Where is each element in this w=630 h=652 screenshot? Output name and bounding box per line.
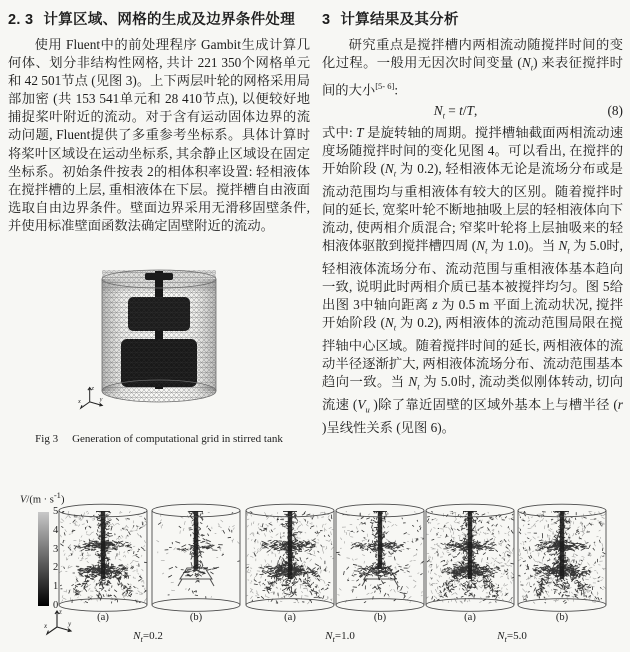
section-heading-3 <box>322 12 623 29</box>
svg-text:y: y <box>68 620 72 628</box>
velocity-vector-panel <box>423 502 517 612</box>
panel-label: (b) <box>555 612 569 623</box>
figure-3 <box>8 265 310 445</box>
axis-triad-icon <box>78 383 105 410</box>
right-paragraph-2: 式中: T 是旋转轴的周期。搅拌槽轴截面两相流动速度场随搅拌时间的变化见图 4。可以看出, 在搅拌的开始阶段 ($N_t$ 为 0.2), 轻相液体无论是流场分布或是流动范围均与重相液体有较大的区别。随着搅拌时间的延长, 宽桨叶轮不断地抽吸上层的轻相液体向下流动, 使两相介质混合; 窄桨叶轮将上层抽吸来的轻相液体驱散到搅拌槽四周 ($N_t$ 为 1.0)。当 $N_t$ 为 5.0时, 轻相液体流场分布、流动范围与重相液体基本趋向一致, 说明此时两相介质已基本被搅拌均匀。图 5给出图 3中轴向距离 z 为 0.5 m 平面上流动状况, 搅拌开始阶段 ($N_t$ 为 0.2), 两相液体的流动范围局限在搅拌轴中心区域。随着搅拌时间的延长, 两相液体的流动半径逐渐扩大, 两相液体流场分布、流动范围基本趋向一致。当 $N_t$ 为 5.0时, 流动类似刚体转动, 切向流速 ($V_u$ )除了靠近固壁的区域外基本上与槽半径 (r )呈线性关系 (见图 6)。 <box>322 125 623 435</box>
colorbar-tick: 2 <box>53 562 59 574</box>
svg-text:z: z <box>91 385 94 393</box>
right-column <box>322 12 623 437</box>
figure-3-caption <box>8 433 310 445</box>
section-title: 计算区域、网格的生成及边界条件处理 <box>43 12 295 28</box>
section-heading-2-3 <box>8 12 310 29</box>
section-number: 3 <box>322 12 331 28</box>
velocity-vector-panel <box>333 502 427 612</box>
group-label-nt: $N_t=1.0$ <box>325 630 355 645</box>
colorbar-tick: 0 <box>53 600 59 611</box>
panel-label: (b) <box>373 612 387 623</box>
velocity-vector-panel <box>515 502 609 612</box>
group-label-nt: $N_t=0.2$ <box>133 630 163 645</box>
section-title: 计算结果及其分析 <box>340 12 459 28</box>
figure-3-caption-text: Generation of computational grid in stirred tank <box>72 433 283 446</box>
colorbar-tick: 4 <box>53 524 59 536</box>
svg-text:y: y <box>99 396 103 404</box>
panel-label: (b) <box>189 612 203 623</box>
axis-triad-anchor <box>78 383 105 415</box>
svg-text:x: x <box>78 397 81 405</box>
equation-number: (8) <box>607 103 623 119</box>
panel-label: (a) <box>464 612 476 623</box>
colorbar <box>38 512 49 606</box>
colorbar-tick: 3 <box>53 543 59 555</box>
left-paragraph: 使用 Fluent中的前处理程序 Gambit生成计算几何体、划分非结构性网格, 共计 221 350个网格单元和 42 501节点 (见图 3)。上下两层叶轮的网格采用局部加密 (共 153 541单元和 28 410节点), 以便较好地捕捉桨叶附近的流动。对于含有运动固体边界的流动问题, Fluent提供了多重参考坐标系。具体计算时将桨叶区域设在运动坐标系, 其余静止区域设在固定坐标系。初始条件按表 2的相体积率设置: 轻相液体在搅拌槽的上层, 重相液体在下层。搅拌槽自由液面选取自由边界条件。壁面边界采用无滑移固壁条件, 并使用标准壁面函数法确定固壁附近的流动。 <box>8 37 310 233</box>
group-label-nt: $N_t=5.0$ <box>497 630 527 645</box>
equation-8 <box>322 103 623 121</box>
section-number: 2. 3 <box>8 12 34 28</box>
colorbar-label: $V/(m \cdot s^{-1})$ <box>20 490 65 506</box>
colorbar-tick: 5 <box>53 506 59 517</box>
velocity-vector-panel <box>56 502 150 612</box>
equation-body: $N_t = t/T$, <box>433 103 478 122</box>
velocity-vector-panel <box>149 502 243 612</box>
figure-3-tag: Fig 3 <box>35 433 59 446</box>
left-column <box>8 12 310 445</box>
figure-4 <box>0 488 630 652</box>
velocity-vector-panel <box>243 502 337 612</box>
svg-text:x: x <box>44 622 48 630</box>
panel-label: (a) <box>284 612 296 623</box>
right-paragraph-1: 研究重点是搅拌槽内两相流动随搅拌时间的变化过程。一般用无因次时间变量 $(N_t)$ 来表征搅拌时间的大小[5- 6]: <box>322 37 623 98</box>
svg-text:z: z <box>59 608 62 616</box>
colorbar-tick: 1 <box>53 581 59 593</box>
panel-label: (a) <box>97 612 109 623</box>
computational-grid-image <box>94 265 224 413</box>
